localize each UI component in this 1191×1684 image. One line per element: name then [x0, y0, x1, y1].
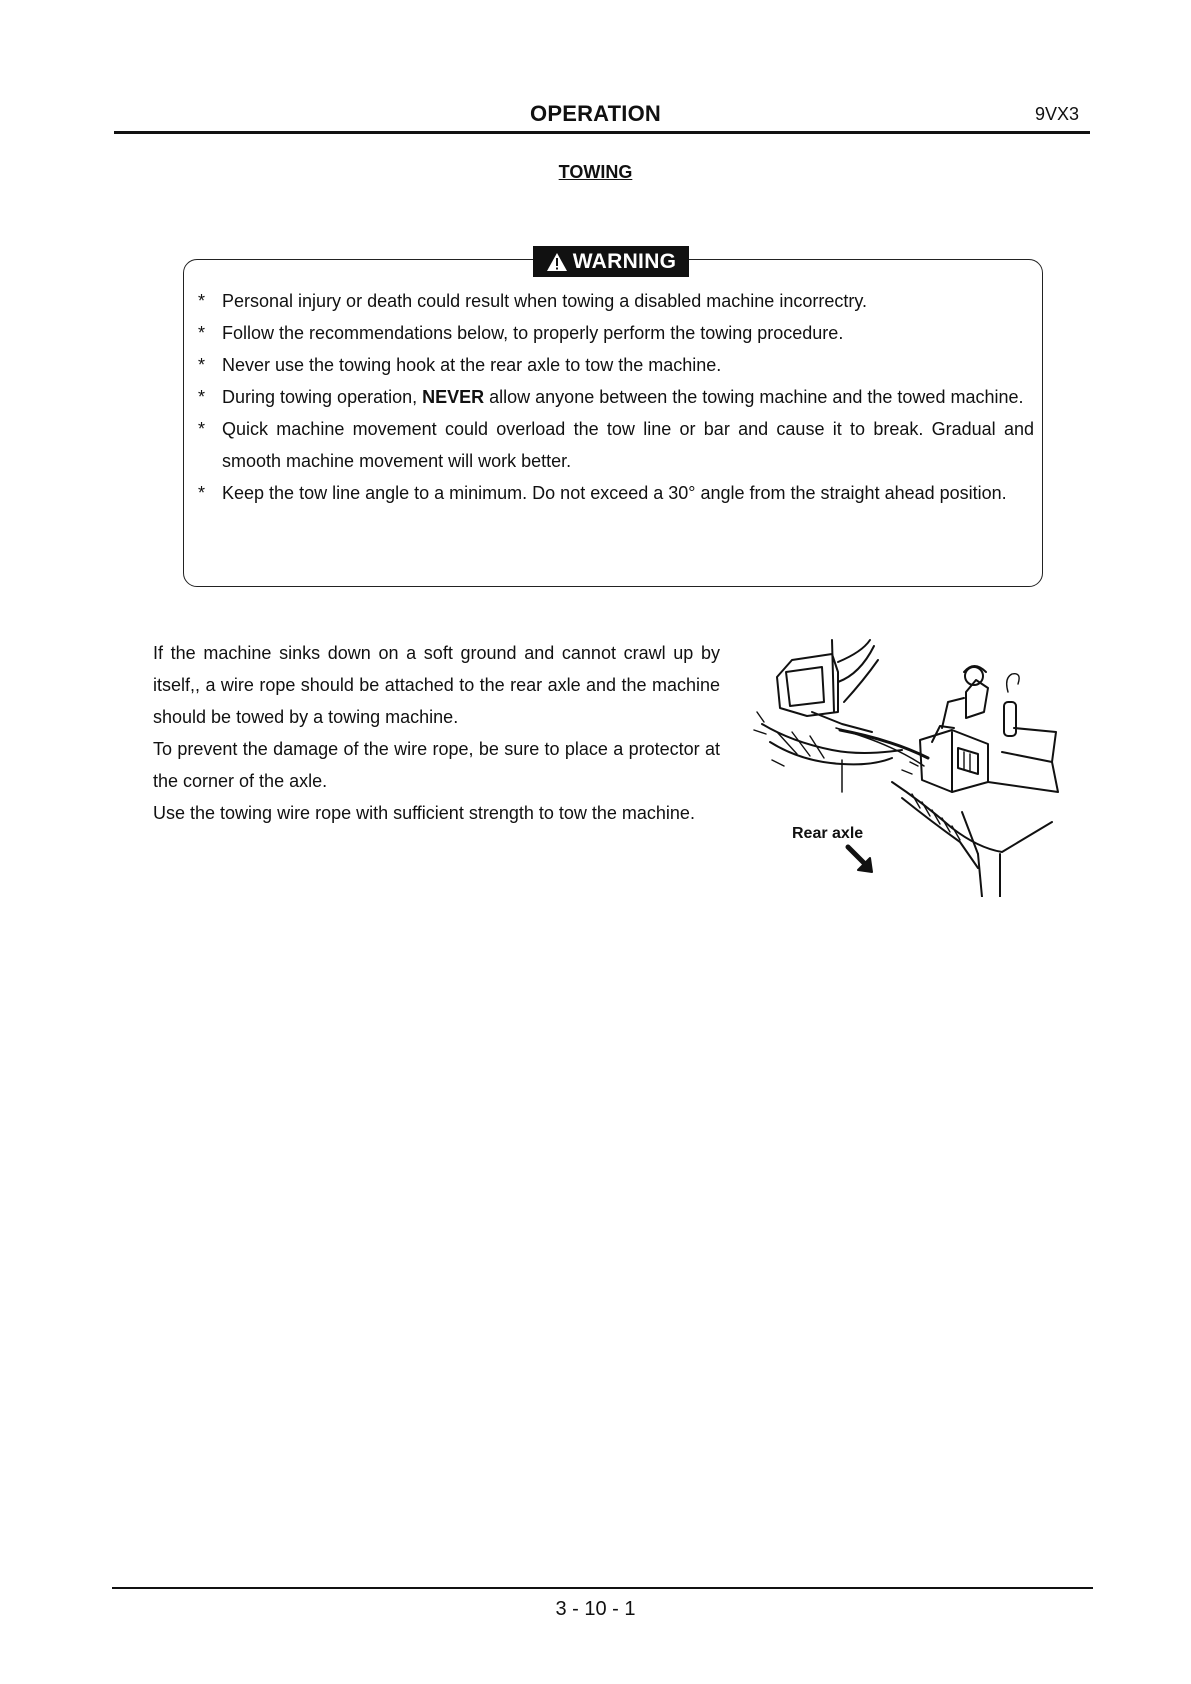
direction-arrow — [848, 847, 866, 865]
stuck-excavator — [754, 640, 902, 766]
warning-item: * Follow the recommendations below, to properly perform the towing procedure. — [198, 323, 844, 343]
warning-item: * Quick machine movement could overload the tow line or bar and cause it to break. Gradual and smooth machine movement will work better. — [198, 419, 1034, 471]
warning-item: * During towing operation, NEVER allow anyone between the towing machine and the towed machine. — [198, 387, 1024, 407]
emphasis-never: NEVER — [422, 387, 485, 407]
body-text — [153, 637, 720, 829]
towing-machine — [892, 666, 1058, 897]
towing-illustration — [752, 632, 1082, 897]
warning-triangle-icon — [546, 252, 568, 272]
warning-badge — [533, 246, 689, 277]
body-paragraph: If the machine sinks down on a soft ground and cannot crawl up by itself,, a wire rope should be attached to the rear axle and the machine should be towed by a towing machine. — [153, 643, 720, 727]
document-code: 9VX3 — [1034, 104, 1079, 124]
body-paragraph: Use the towing wire rope with sufficient strength to tow the machine. — [153, 803, 695, 823]
rear-axle-label: Rear axle — [792, 825, 864, 842]
section-title: TOWING — [558, 162, 633, 182]
page-header-title: OPERATION — [530, 101, 661, 126]
warning-list — [198, 285, 1034, 509]
page-number: 3 - 10 - 1 — [555, 1598, 636, 1620]
warning-item: * Keep the tow line angle to a minimum. Do not exceed a 30° angle from the straight ahead position. — [198, 483, 1007, 503]
body-paragraph: To prevent the damage of the wire rope, be sure to place a protector at the corner of the axle. — [153, 739, 720, 791]
warning-item: * Personal injury or death could result when towing a disabled machine incorrectry. — [198, 291, 868, 311]
header-divider — [114, 131, 1090, 134]
warning-label: WARNING — [572, 249, 677, 273]
warning-item: * Never use the towing hook at the rear axle to tow the machine. — [198, 355, 722, 375]
footer-divider — [112, 1587, 1093, 1589]
